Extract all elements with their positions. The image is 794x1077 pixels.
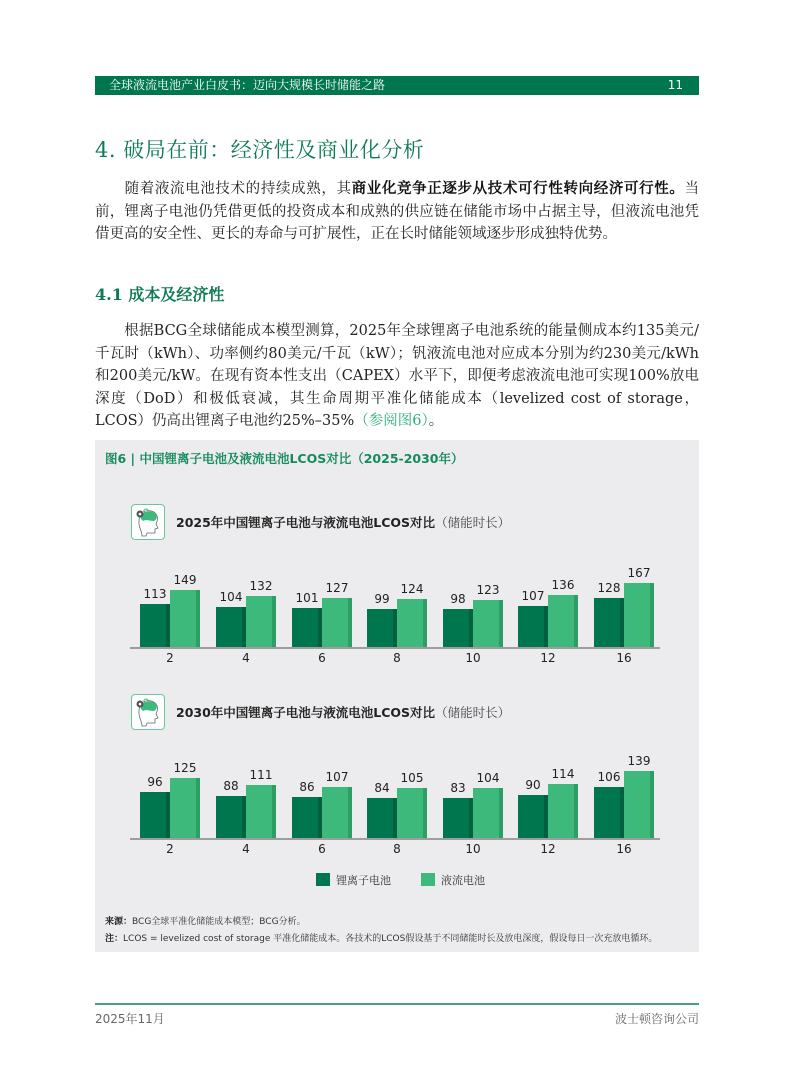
brain-gear-icon [131,504,165,540]
document-title: 全球液流电池产业白皮书：迈向大规模长时储能之路 [109,78,386,92]
bar-flow-10h: 104 [473,788,503,838]
bar-li-4h: 88 [216,796,246,838]
chart-2025-subtitle: （储能时长） [435,515,511,530]
bar-li-12h: 90 [518,795,548,838]
bar-flow-12h: 114 [548,784,578,838]
section-title: 4. 破局在前：经济性及商业化分析 [95,138,425,162]
footnote: 注：LCOS = levelized cost of storage 平准化储能成本。各技术的LCOS假设基于不同储能时长及放电深度，假设每日一次充放电循环。 [105,934,658,944]
bar-li-10h: 83 [443,798,473,838]
bar-flow-4h: 132 [246,596,276,647]
source-note: 来源：BCG全球平准化储能成本模型；BCG分析。 [105,917,306,927]
bar-flow-2h: 149 [170,590,200,647]
bar-li-4h: 104 [216,607,246,647]
bar-flow-4h: 111 [246,785,276,838]
chart-2025-title: 2025年中国锂离子电池与液流电池LCOS对比 [176,515,436,530]
figure-title: 图6 | 中国锂离子电池及液流电池LCOS对比（2025-2030年） [105,451,464,466]
bar-flow-6h: 127 [322,598,352,647]
figure-6: 图6 | 中国锂离子电池及液流电池LCOS对比（2025-2030年） 2025年中国锂离子电池与液流电池LCOS对比（储能时长） 113 149 104 132 101 127 99 124 98 123 107 136 128 167 2 4 6 8 10 12 16 2030年中国锂离子电池与液流电池LCOS对比（储能时长） 96 125 88 111 86 107 84 105 83 104 90 114 106 139 2 4 6 8 10 12 16 锂离子电池 液流电池 来源：BCG全球平准化储能成本模型；BCG分析。 注：LCOS = levelized cost of storage 平准化储能成本。各技术的LCOS假设基于不同储能时长及放电深度，假设每日一次充放电循环。 [95,440,699,952]
chart-legend: 锂离子电池 液流电池 [95,872,699,888]
subsection-title: 4.1 成本及经济性 [95,285,225,304]
chart-2030-title: 2030年中国锂离子电池与液流电池LCOS对比 [176,705,436,720]
figure-reference-link[interactable]: （参阅图6） [354,413,429,429]
x-axis [130,647,660,649]
bar-li-6h: 101 [292,608,322,647]
footer-date: 2025年11月 [95,1012,165,1026]
chart-2030-subtitle: （储能时长） [435,705,511,720]
chart-2030-plot [130,754,660,838]
bar-li-8h: 99 [367,609,397,647]
bar-li-16h: 106 [594,787,624,838]
bar-li-12h: 107 [518,606,548,647]
footer-divider [95,1003,699,1005]
header-bar [95,76,699,95]
bar-flow-10h: 123 [473,600,503,647]
legend-swatch-li-ion [316,873,330,886]
bar-flow-8h: 105 [397,788,427,838]
bar-li-10h: 98 [443,609,473,647]
footer-company: 波士顿咨询公司 [614,1012,699,1026]
bar-li-2h: 96 [140,792,170,838]
x-axis [130,838,660,840]
bar-li-16h: 128 [594,598,624,647]
legend-swatch-flow [421,873,435,886]
bar-flow-16h: 167 [624,583,654,647]
bar-flow-16h: 139 [624,771,654,838]
page-number: 11 [667,78,683,92]
intro-paragraph: 随着液流电池技术的持续成熟，其商业化竞争正逐步从技术可行性转向经济可行性。当前，锂离子电池仍凭借更低的投资成本和成熟的供应链在储能市场中占据主导，但液流电池凭借更高的安全性、更长的寿命与可扩展性，正在长时储能领域逐步形成独特优势。 [95,180,700,242]
bar-li-8h: 84 [367,798,397,838]
bar-flow-2h: 125 [170,778,200,838]
chart-2025-plot [130,567,660,647]
cost-paragraph: 根据BCG全球储能成本模型测算，2025年全球锂离子电池系统的能量侧成本约135美元/千瓦时（kWh）、功率侧约80美元/千瓦（kW）；钒液流电池对应成本分别为约230美元/kWh和200美元/kW。在现有资本性支出（CAPEX）水平下，即便考虑液流电池可实现100%放电深度（DoD）和极低衰减，其生命周期平准化储能成本（levelized cost of storage，LCOS）仍高出锂离子电池约25%–35%（参阅图6）。 [95,323,699,429]
bar-flow-12h: 136 [548,595,578,647]
figure-notes [105,914,657,948]
bar-li-2h: 113 [140,604,170,647]
brain-gear-icon [131,694,165,730]
bar-flow-6h: 107 [322,787,352,838]
bar-li-6h: 86 [292,797,322,838]
bar-flow-8h: 124 [397,599,427,647]
highlight-text: 商业化竞争正逐步从技术可行性转向经济可行性。 [351,180,685,197]
